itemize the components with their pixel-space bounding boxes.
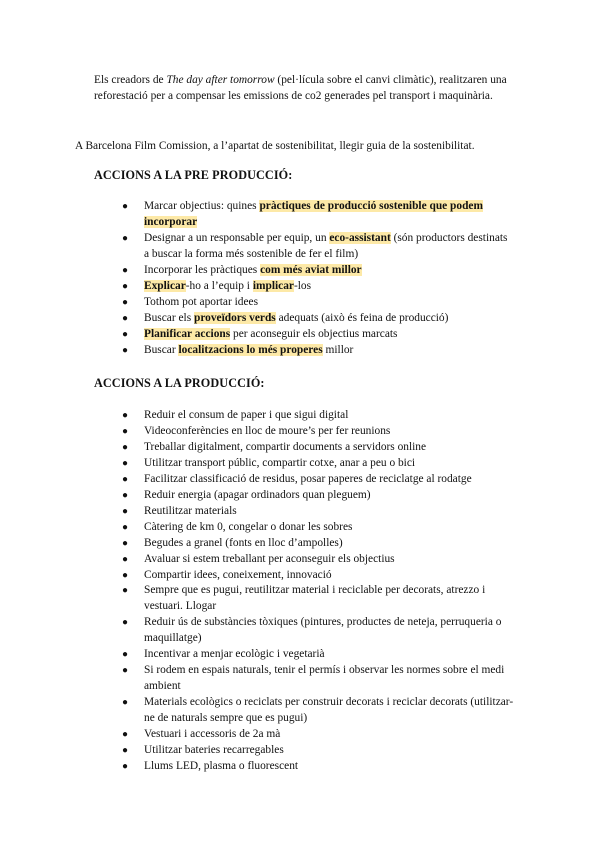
production-heading: ACCIONS A LA PRODUCCIÓ: [94,376,265,390]
item-text: Treballar digitalment, compartir documents a servidors online [144,440,427,453]
bullet-icon: ● [122,296,129,308]
item-text: per aconseguir els objectius marcats [230,327,398,340]
pre-production-heading: ACCIONS A LA PRE PRODUCCIÓ: [94,168,293,182]
bullet-icon: ● [122,760,129,772]
list-item [94,647,514,663]
bullet-icon: ● [122,553,129,565]
item-text: Buscar [144,343,179,356]
item-text: Incorporar les pràctiques [144,263,261,276]
highlighted-text: com més aviat millor [260,263,362,276]
list-item [94,695,514,727]
bullet-icon: ● [122,312,129,324]
bullet-icon: ● [122,344,129,356]
item-text: Materials ecològics o reciclats per construir decorats i reciclar decorats (utilitzar-ne de naturals sempre que es pugui) [144,696,514,725]
item-text: Reduir ús de substàncies tòxiques (pintures, productes de neteja, perruqueria o maquillatge) [144,616,502,645]
list-item [94,472,514,488]
list-item [94,727,514,743]
list-item [94,759,514,775]
item-text: (són productors destinats a buscar la forma més sostenible de fer el film) [144,231,508,260]
item-text: Incentivar a menjar ecològic i vegetarià [144,648,325,661]
bullet-icon: ● [122,457,129,469]
bullet-icon: ● [122,280,129,292]
bullet-icon: ● [122,328,129,340]
bullet-icon: ● [122,617,129,629]
item-text: Reduir el consum de paper i que sigui digital [144,409,349,421]
list-item [94,311,514,327]
item-text: Buscar els [144,311,194,324]
list-item [94,568,514,584]
item-text: Utilitzar transport públic, compartir cotxe, anar a peu o bici [144,456,416,469]
list-item [94,263,514,279]
bullet-icon: ● [122,697,129,709]
bullet-icon: ● [122,569,129,581]
intro-after: (pel·lícula sobre el canvi climàtic), realitzaren una reforestació per a compensar les emissions de co2 generades pel transport i maquinària. [94,74,507,103]
item-text: Reutilitzar materials [144,504,237,517]
item-text: Designar a un responsable per equip, un [144,231,330,244]
bullet-icon: ● [122,489,129,501]
item-text: Llums LED, plasma o fluorescent [144,759,299,772]
bullet-icon: ● [122,537,129,549]
highlighted-text: Planificar accions [144,327,231,340]
highlighted-text: proveïdors verds [193,311,276,324]
list-item [94,504,514,520]
item-text: adequats (això és feina de producció) [275,311,449,324]
bullet-icon: ● [122,425,129,437]
film-title: The day after tomorrow [166,74,275,86]
item-text: -ho a l’equip i [185,279,253,292]
item-text: Compartir idees, coneixement, innovació [144,568,332,581]
bullet-icon: ● [122,649,129,661]
intro-before: Els creadors de [94,74,167,86]
bullet-icon: ● [122,264,129,276]
item-text: Càtering de km 0, congelar o donar les sobres [144,520,353,533]
bullet-icon: ● [122,410,129,421]
item-text: Reduir energia (apagar ordinadors quan pleguem) [144,488,371,501]
list-item [94,583,514,615]
list-item [94,440,514,456]
list-item [94,456,514,472]
item-text: Tothom pot aportar idees [144,295,259,308]
bullet-icon: ● [122,729,129,741]
list-item [94,295,514,311]
item-text: Sempre que es pugui, reutilitzar material i reciclable per decorats, atrezzo i vestuari. Llogar [144,584,486,613]
item-text: Videoconferències en lloc de moure’s per fer reunions [144,424,391,437]
list-item [94,552,514,568]
list-item [94,663,514,695]
highlighted-text: implicar [252,279,294,292]
list-item [94,343,514,359]
item-text: millor [322,343,354,356]
production-list [94,408,514,775]
list-item [94,424,514,440]
bullet-icon: ● [122,232,129,244]
item-text: Begudes a granel (fonts en lloc d’ampolles) [144,536,343,549]
list-item [94,327,514,343]
bullet-icon: ● [122,505,129,517]
list-item [94,279,514,295]
list-item [94,536,514,552]
pre-production-list [94,199,514,359]
item-text: Facilitzar classificació de residus, posar paperes de reciclatge al rodatge [144,472,472,485]
item-text: -los [293,279,312,292]
bullet-icon: ● [122,745,129,757]
list-item [94,743,514,759]
highlighted-text: eco-assistant [329,231,391,244]
list-item [94,520,514,536]
list-item [94,199,514,231]
item-text: Utilitzar bateries recarregables [144,744,284,757]
highlighted-text: Explicar [144,279,186,292]
list-item [94,408,514,424]
bullet-icon: ● [122,665,129,677]
bullet-icon: ● [122,521,129,533]
item-text: Si rodem en espais naturals, tenir el permís i observar les normes sobre el medi ambient [144,664,505,693]
item-text: Marcar objectius: quines [144,200,260,212]
list-item [94,615,514,647]
highlighted-text: pràctiques de producció sostenible que podem incorporar [144,200,483,228]
bullet-icon: ● [122,441,129,453]
intro-paragraph [94,72,512,104]
bullet-icon: ● [122,473,129,485]
bcn-film-commission-line: A Barcelona Film Comission, a l’apartat de sostenibilitat, llegir guia de la sostenibilitat. [75,140,475,152]
item-text: Vestuari i accessoris de 2a mà [144,728,281,741]
item-text: Avaluar si estem treballant per aconseguir els objectius [144,552,395,565]
highlighted-text: localitzacions lo més properes [178,343,323,356]
list-item [94,231,514,263]
bullet-icon: ● [122,585,129,597]
list-item [94,488,514,504]
bullet-icon: ● [122,201,129,212]
